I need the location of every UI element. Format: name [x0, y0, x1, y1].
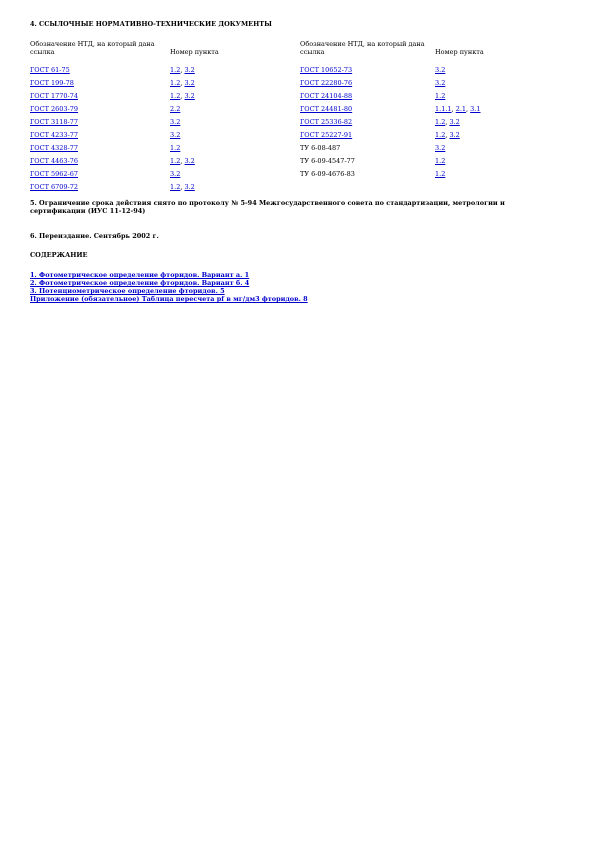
document-cell-right: [300, 104, 435, 117]
document-link[interactable]: ГОСТ 61-75: [30, 66, 70, 74]
document-cell-right: [300, 143, 435, 156]
item-cell-left: [170, 130, 300, 143]
document-link[interactable]: ГОСТ 4233-77: [30, 131, 79, 139]
item-number-link[interactable]: 3.2: [435, 66, 446, 74]
item-number-link[interactable]: 3.2: [184, 79, 195, 87]
item-number-link[interactable]: 3.2: [449, 118, 460, 126]
item-number-link[interactable]: 3.2: [170, 170, 181, 178]
document-link[interactable]: ГОСТ 5962-67: [30, 170, 79, 178]
table-row: [30, 130, 515, 143]
item-number-link[interactable]: 3.2: [435, 144, 446, 152]
item-separator: ,: [451, 105, 456, 113]
table-row: [30, 65, 515, 78]
item-cell-left: [170, 104, 300, 117]
item-number-link[interactable]: 3.2: [184, 66, 195, 74]
item-cell-right: [435, 182, 515, 195]
document-link[interactable]: ГОСТ 24481-80: [300, 105, 353, 113]
item-cell-left: [170, 169, 300, 182]
section-4-heading: 4. ССЫЛОЧНЫЕ НОРМАТИВНО-ТЕХНИЧЕСКИЕ ДОКУМЕНТЫ: [30, 20, 272, 28]
item-number-link[interactable]: 1.1.1: [435, 105, 452, 113]
contents-heading: СОДЕРЖАНИЕ: [30, 251, 88, 259]
contents-link[interactable]: 2. Фотометрическое определение фторидов. Вариант б. 4: [30, 279, 250, 287]
item-number-link[interactable]: 2.1: [455, 105, 467, 113]
column-header-item-left: Номер пункта: [170, 48, 219, 56]
contents-list: [30, 271, 450, 303]
item-separator: ,: [445, 131, 450, 139]
item-separator: ,: [445, 118, 450, 126]
document-link[interactable]: ГОСТ 10652-73: [300, 66, 353, 74]
document-cell-left: [30, 156, 170, 169]
item-cell-right: [435, 91, 515, 104]
item-cell-left: [170, 78, 300, 91]
contents-link[interactable]: 1. Фотометрическое определение фторидов. Вариант а. 1: [30, 271, 250, 279]
document-link[interactable]: ГОСТ 22280-76: [300, 79, 353, 87]
table-header-row: [30, 40, 515, 65]
item-cell-left: [170, 143, 300, 156]
column-header-document-right: Обозначение НТД, на который дана ссылка: [300, 40, 425, 56]
item-cell-left: [170, 117, 300, 130]
item-separator: ,: [180, 92, 185, 100]
references-table: [30, 40, 515, 195]
table-row: [30, 182, 515, 195]
item-number-link[interactable]: 3.2: [184, 157, 195, 165]
item-cell-left: [170, 65, 300, 78]
item-number-link[interactable]: 1.2: [435, 157, 446, 165]
document-link[interactable]: ГОСТ 199-78: [30, 79, 74, 87]
document-link[interactable]: ГОСТ 4328-77: [30, 144, 79, 152]
document-link[interactable]: ГОСТ 25336-82: [300, 118, 353, 126]
document-cell-right: [300, 91, 435, 104]
item-separator: ,: [180, 157, 185, 165]
column-header-document-left: Обозначение НТД, на который дана ссылка: [30, 40, 155, 56]
item-number-link[interactable]: 3.1: [470, 105, 481, 113]
document-link[interactable]: ГОСТ 3118-77: [30, 118, 79, 126]
document-cell-left: [30, 117, 170, 130]
item-number-link[interactable]: 1.2: [170, 66, 181, 74]
item-number-link[interactable]: 1.2: [170, 157, 181, 165]
document-label: ТУ 6-09-4547-77: [300, 157, 355, 165]
document-cell-right: [300, 156, 435, 169]
item-number-link[interactable]: 1.2: [435, 170, 446, 178]
item-cell-right: [435, 65, 515, 78]
section-6-note: 6. Переиздание. Сентябрь 2002 г.: [30, 232, 159, 240]
document-cell-right: [300, 78, 435, 91]
item-cell-left: [170, 182, 300, 195]
document-link[interactable]: ГОСТ 4463-76: [30, 157, 79, 165]
item-separator: ,: [466, 105, 471, 113]
document-link[interactable]: ГОСТ 2603-79: [30, 105, 79, 113]
table-row: [30, 91, 515, 104]
document-cell-left: [30, 91, 170, 104]
item-cell-right: [435, 156, 515, 169]
item-cell-right: [435, 143, 515, 156]
item-cell-left: [170, 156, 300, 169]
item-number-link[interactable]: 1.2: [435, 92, 446, 100]
table-row: [30, 104, 515, 117]
item-number-link[interactable]: 3.2: [449, 131, 460, 139]
document-cell-left: [30, 143, 170, 156]
item-number-link[interactable]: 3.2: [184, 183, 195, 191]
item-separator: ,: [180, 79, 185, 87]
table-row: [30, 78, 515, 91]
item-number-link[interactable]: 1.2: [170, 183, 181, 191]
document-link[interactable]: ГОСТ 6709-72: [30, 183, 79, 191]
column-header-item-right: Номер пункта: [435, 48, 484, 56]
item-cell-right: [435, 169, 515, 182]
document-cell-right: [300, 182, 435, 195]
references-table-body: [30, 40, 515, 195]
document-cell-left: [30, 169, 170, 182]
item-number-link[interactable]: 3.2: [170, 118, 181, 126]
table-row: [30, 143, 515, 156]
item-cell-right: [435, 117, 515, 130]
item-cell-right: [435, 104, 515, 117]
document-label: ТУ 6-08-487: [300, 144, 341, 152]
document-link[interactable]: ГОСТ 24104-88: [300, 92, 353, 100]
section-5-note: 5. Ограничение срока действия снято по протоколу № 5-94 Межгосударственного совета по стандартизации, метрологии и сертификации (ИУС 11-12-94): [30, 199, 505, 216]
item-number-link[interactable]: 1.2: [170, 79, 181, 87]
item-number-link[interactable]: 1.2: [170, 92, 181, 100]
item-number-link[interactable]: 1.2: [170, 144, 181, 152]
item-cell-left: [170, 91, 300, 104]
item-number-link[interactable]: 1.2: [435, 131, 446, 139]
contents-link[interactable]: 3. Потенциометрическое определение фторидов. 5: [30, 287, 225, 295]
item-number-link[interactable]: 3.2: [184, 92, 195, 100]
document-cell-left: [30, 78, 170, 91]
table-row: [30, 156, 515, 169]
document-cell-left: [30, 104, 170, 117]
document-cell-right: [300, 169, 435, 182]
document-cell-right: [300, 65, 435, 78]
document-cell-right: [300, 130, 435, 143]
item-separator: ,: [180, 66, 185, 74]
document-link[interactable]: ГОСТ 25227-91: [300, 131, 353, 139]
document-label: ТУ 6-09-4676-83: [300, 170, 355, 178]
document-cell-left: [30, 182, 170, 195]
document-cell-right: [300, 117, 435, 130]
document-cell-left: [30, 130, 170, 143]
item-number-link[interactable]: 3.2: [435, 79, 446, 87]
document-cell-left: [30, 65, 170, 78]
item-number-link[interactable]: 1.2: [435, 118, 446, 126]
item-number-link[interactable]: 2.2: [170, 105, 181, 113]
document-link[interactable]: ГОСТ 1770-74: [30, 92, 79, 100]
contents-link[interactable]: Приложение (обязательное) Таблица пересчета pf в мг/дм3 фторидов. 8: [30, 295, 308, 303]
item-number-link[interactable]: 3.2: [170, 131, 181, 139]
item-cell-right: [435, 78, 515, 91]
item-cell-right: [435, 130, 515, 143]
table-row: [30, 117, 515, 130]
table-row: [30, 169, 515, 182]
item-separator: ,: [180, 183, 185, 191]
